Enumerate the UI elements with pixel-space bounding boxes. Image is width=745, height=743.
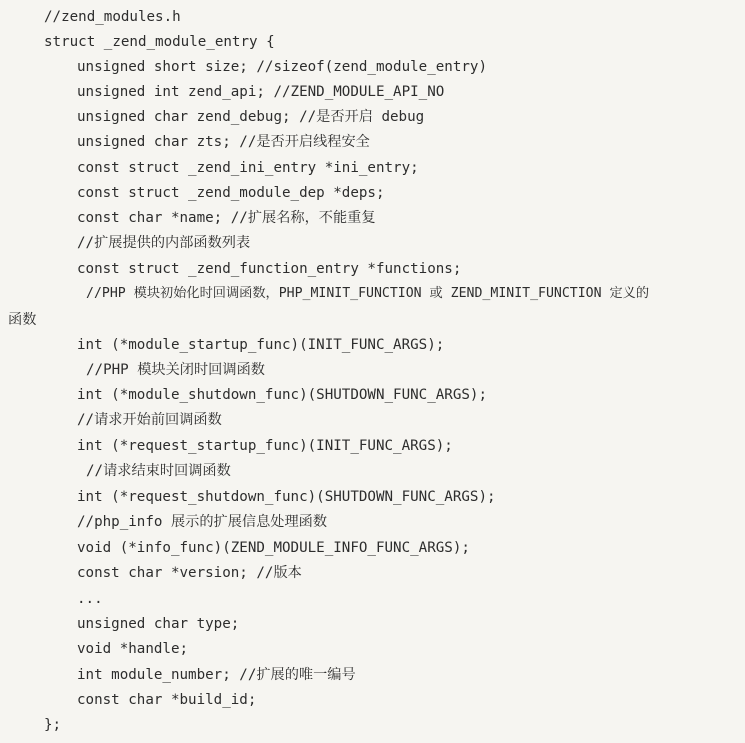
code-line-19: //请求结束时回调函数 bbox=[86, 463, 231, 479]
code-line-29: }; bbox=[44, 717, 62, 733]
code-line-16: int (*module_shutdown_func)(SHUTDOWN_FUNC_ARGS); bbox=[77, 387, 487, 403]
code-line-9: const char *name; //扩展名称，不能重复 bbox=[77, 210, 376, 226]
code-line-21: //php_info 展示的扩展信息处理函数 bbox=[77, 514, 328, 530]
code-line-18: int (*request_startup_func)(INIT_FUNC_ARGS); bbox=[77, 438, 453, 454]
code-line-11: const struct _zend_function_entry *functions; bbox=[77, 261, 462, 277]
code-line-27: int module_number; //扩展的唯一编号 bbox=[77, 667, 356, 683]
code-line-20: int (*request_shutdown_func)(SHUTDOWN_FUNC_ARGS); bbox=[77, 489, 496, 505]
code-line-5: unsigned char zend_debug; //是否开启 debug bbox=[77, 109, 425, 125]
code-line-17: //请求开始前回调函数 bbox=[77, 412, 222, 428]
code-line-25: unsigned char type; bbox=[77, 616, 240, 632]
code-line-4: unsigned int zend_api; //ZEND_MODULE_API_NO bbox=[77, 84, 445, 100]
code-line-8: const struct _zend_module_dep *deps; bbox=[77, 185, 385, 201]
code-line-14: int (*module_startup_func)(INIT_FUNC_ARGS); bbox=[77, 337, 445, 353]
code-line-26: void *handle; bbox=[77, 641, 189, 657]
code-line-10: //扩展提供的内部函数列表 bbox=[77, 235, 251, 251]
code-line-7: const struct _zend_ini_entry *ini_entry; bbox=[77, 160, 419, 176]
code-line-24: ... bbox=[77, 591, 103, 607]
code-line-23: const char *version; //版本 bbox=[77, 565, 302, 581]
code-line-15: //PHP 模块关闭时回调函数 bbox=[86, 362, 265, 378]
code-line-3: unsigned short size; //sizeof(zend_module_entry) bbox=[77, 59, 487, 75]
code-line-28: const char *build_id; bbox=[77, 692, 257, 708]
code-line-22: void (*info_func)(ZEND_MODULE_INFO_FUNC_ARGS); bbox=[77, 540, 470, 556]
code-line-12: //PHP 模块初始化时回调函数，PHP_MINIT_FUNCTION 或 ZEND_MINIT_FUNCTION 定义的 bbox=[86, 286, 650, 301]
code-line-2: struct _zend_module_entry { bbox=[44, 34, 275, 50]
code-line-6: unsigned char zts; //是否开启线程安全 bbox=[77, 134, 370, 150]
code-line-13: 函数 bbox=[8, 312, 37, 328]
code-line-1: //zend_modules.h bbox=[44, 9, 181, 25]
